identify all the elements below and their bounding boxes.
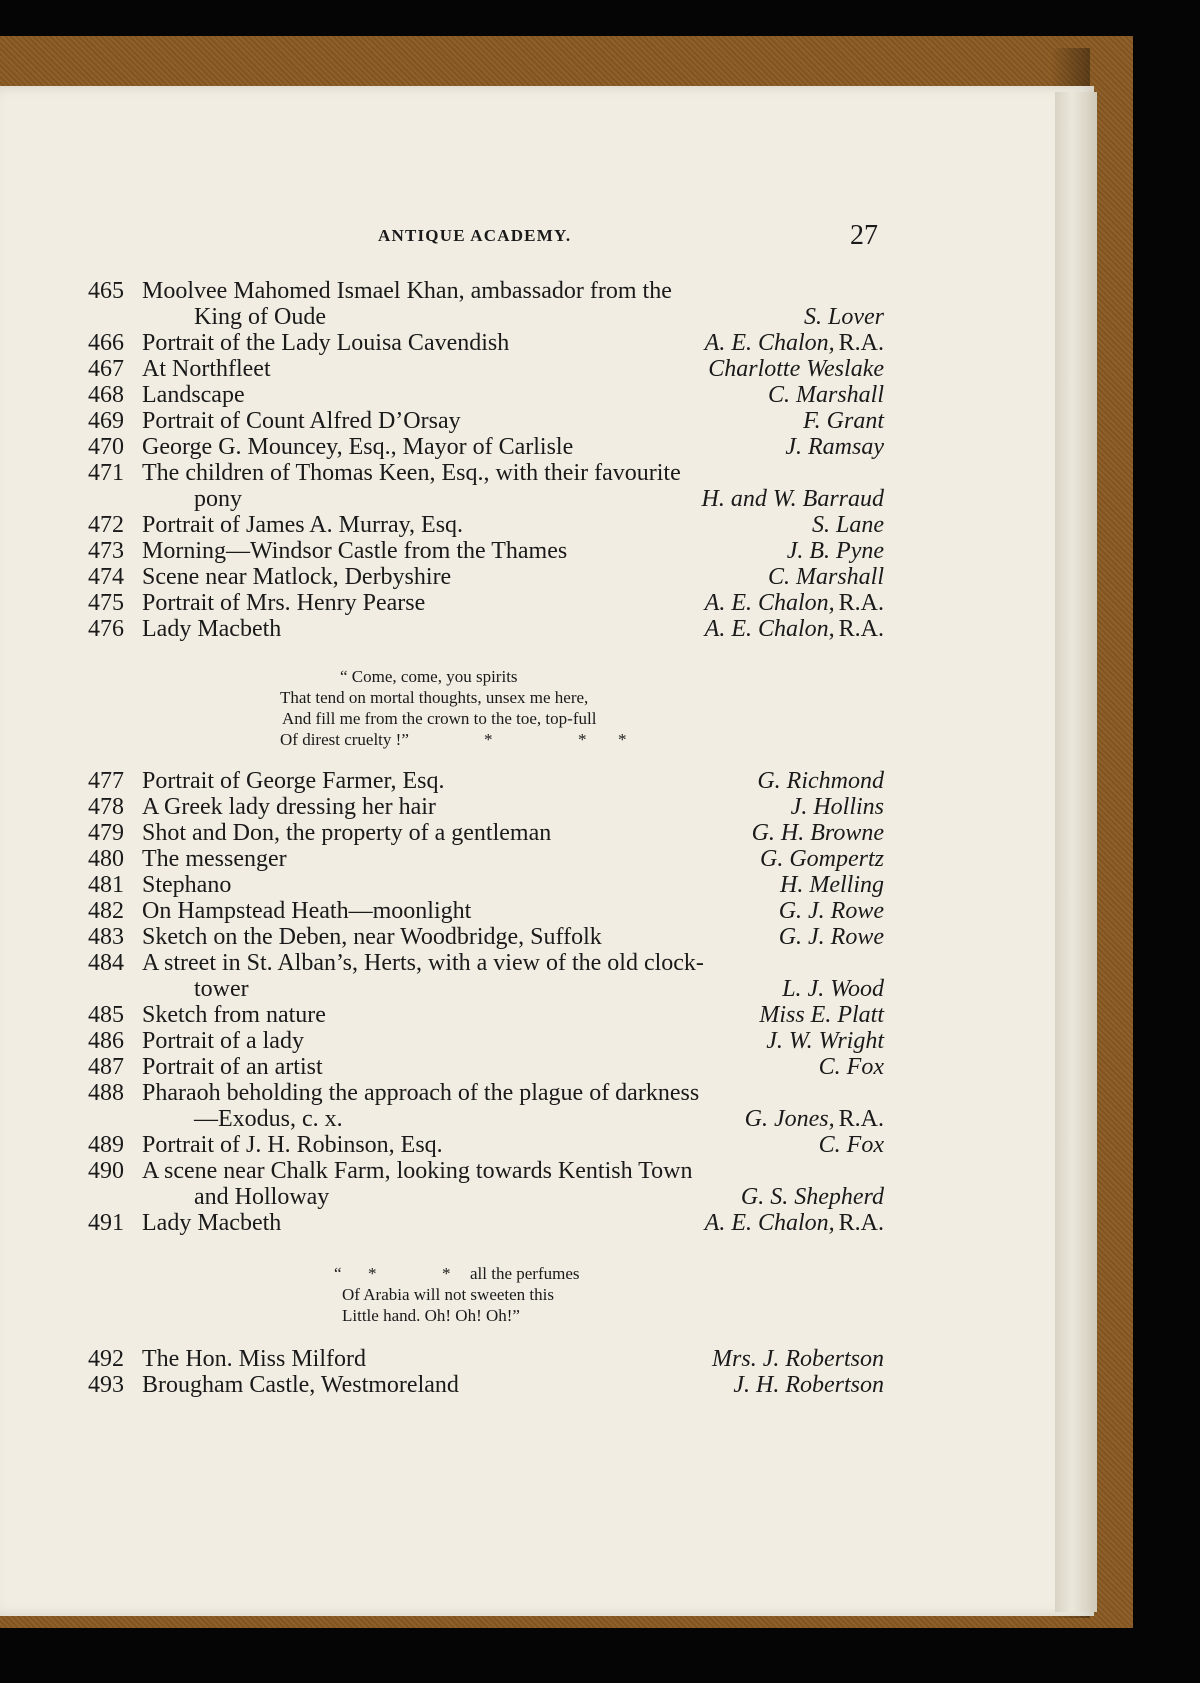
artist-name: G. Gompertz	[760, 846, 884, 872]
entry-title: Brougham Castle, Westmoreland	[142, 1372, 459, 1398]
catalogue-entry	[88, 512, 884, 538]
entry-artist	[780, 872, 884, 898]
catalogue-entry	[88, 356, 884, 382]
entry-title: The children of Thomas Keen, Esq., with their favourite	[142, 460, 681, 486]
catalogue-entry	[88, 460, 884, 486]
catalogue-entry	[88, 924, 884, 950]
entry-title: A scene near Chalk Farm, looking towards Kentish Town	[142, 1158, 693, 1184]
artist-name: G. H. Browne	[751, 820, 884, 846]
artist-suffix: R.A.	[838, 1106, 884, 1132]
page-number: 27	[850, 220, 878, 251]
entry-title: At Northfleet	[142, 356, 271, 382]
entry-title: Lady Macbeth	[142, 1210, 282, 1236]
catalogue-entry	[88, 408, 884, 434]
entry-title: On Hampstead Heath—moonlight	[142, 898, 472, 924]
entry-artist	[768, 382, 884, 408]
entry-title: Moolvee Mahomed Ismael Khan, ambassador from the	[142, 278, 672, 304]
artist-name: C. Marshall	[767, 564, 884, 590]
entry-number: 491	[88, 1210, 124, 1236]
artist-name: L. J. Wood	[782, 976, 884, 1002]
artist-name: A. E. Chalon,	[704, 590, 835, 616]
entry-artist	[702, 486, 884, 512]
artist-name: J. Ramsay	[785, 434, 884, 460]
entry-number: 489	[88, 1132, 124, 1158]
entry-title: The messenger	[142, 846, 287, 872]
entry-artist	[708, 356, 884, 382]
artist-name: F. Grant	[803, 408, 884, 434]
entry-number: 492	[88, 1346, 124, 1372]
entry-title: Pharaoh beholding the approach of the plague of darkness	[142, 1080, 700, 1106]
entry-number: 470	[88, 434, 124, 460]
catalogue-entry	[88, 564, 884, 590]
asterisk: *	[442, 1264, 451, 1283]
entry-artist	[752, 820, 884, 846]
entry-artist	[819, 1132, 884, 1158]
entry-title: Lady Macbeth	[142, 616, 282, 642]
entry-artist	[768, 564, 884, 590]
entry-number: 474	[88, 564, 124, 590]
entry-number: 468	[88, 382, 124, 408]
entry-title: tower	[194, 976, 249, 1002]
entry-number: 478	[88, 794, 124, 820]
entry-number: 467	[88, 356, 124, 382]
entry-number: 483	[88, 924, 124, 950]
catalogue-entry	[88, 794, 884, 820]
entry-number: 485	[88, 1002, 124, 1028]
quote-line: And fill me from the crown to the toe, top-full	[282, 709, 597, 728]
entry-number: 484	[88, 950, 124, 976]
entry-title: Shot and Don, the property of a gentleman	[142, 820, 552, 846]
entry-title: A street in St. Alban’s, Herts, with a view of the old clock-	[142, 950, 704, 976]
entry-title: Portrait of George Farmer, Esq.	[142, 768, 445, 794]
artist-name: A. E. Chalon,	[704, 616, 835, 642]
entry-number: 476	[88, 616, 124, 642]
entry-number: 481	[88, 872, 124, 898]
catalogue-entry	[88, 382, 884, 408]
artist-name: Charlotte Weslake	[708, 356, 884, 382]
artist-name: C. Fox	[818, 1132, 884, 1158]
artist-name: A. E. Chalon,	[704, 1210, 835, 1236]
entry-number: 480	[88, 846, 124, 872]
artist-suffix: R.A.	[838, 330, 884, 356]
catalogue-entry	[88, 1106, 884, 1132]
entry-title: George G. Mouncey, Esq., Mayor of Carlisle	[142, 434, 574, 460]
catalogue-entry	[88, 1158, 884, 1184]
entry-title: Landscape	[142, 382, 245, 408]
entry-artist	[804, 304, 884, 330]
artist-name: J. W. Wright	[766, 1028, 884, 1054]
artist-name: J. Hollins	[790, 794, 884, 820]
entry-number: 482	[88, 898, 124, 924]
entry-artist	[766, 1028, 884, 1054]
artist-name: S. Lover	[804, 304, 884, 330]
entry-artist	[782, 976, 884, 1002]
artist-name: G. J. Rowe	[778, 924, 884, 950]
catalogue-entry	[88, 486, 884, 512]
entry-title: pony	[194, 486, 242, 512]
catalogue-entry	[88, 1372, 884, 1398]
catalogue-entry	[88, 872, 884, 898]
catalogue-entry	[88, 538, 884, 564]
catalogue-entry	[88, 898, 884, 924]
entry-number: 469	[88, 408, 124, 434]
quote-line: Of Arabia will not sweeten this	[342, 1285, 554, 1304]
catalogue-entry	[88, 590, 884, 616]
entry-artist	[745, 1106, 884, 1132]
entry-artist	[760, 846, 884, 872]
entry-artist	[779, 898, 884, 924]
entry-artist	[757, 768, 884, 794]
entry-number: 472	[88, 512, 124, 538]
entry-number: 475	[88, 590, 124, 616]
entry-number: 488	[88, 1080, 124, 1106]
entry-title: Portrait of the Lady Louisa Cavendish	[142, 330, 510, 356]
artist-name: J. H. Robertson	[733, 1372, 884, 1398]
artist-name: A. E. Chalon,	[704, 330, 835, 356]
entry-artist	[712, 1346, 884, 1372]
quote-line: That tend on mortal thoughts, unsex me here,	[280, 688, 589, 707]
catalogue-entry	[88, 846, 884, 872]
catalogue-entry	[88, 768, 884, 794]
catalogue-entry	[88, 820, 884, 846]
artist-suffix: R.A.	[838, 1210, 884, 1236]
artist-suffix: R.A.	[838, 590, 884, 616]
entry-title: —Exodus, c. x.	[194, 1106, 343, 1132]
entry-title: Portrait of Count Alfred D’Orsay	[142, 408, 461, 434]
entry-artist	[741, 1184, 884, 1210]
entry-number: 477	[88, 768, 124, 794]
artist-suffix: R.A.	[838, 616, 884, 642]
entry-artist	[705, 1210, 884, 1236]
entry-artist	[803, 408, 884, 434]
artist-name: G. Jones,	[744, 1106, 835, 1132]
catalogue-entry	[88, 1346, 884, 1372]
entry-artist	[779, 924, 884, 950]
entry-title: The Hon. Miss Milford	[142, 1346, 366, 1372]
catalogue-entry	[88, 434, 884, 460]
quote-line: Little hand. Oh! Oh! Oh!”	[342, 1306, 520, 1325]
catalogue-entry	[88, 278, 884, 304]
entry-number: 466	[88, 330, 124, 356]
entry-number: 490	[88, 1158, 124, 1184]
entry-number: 493	[88, 1372, 124, 1398]
entry-title: Portrait of a lady	[142, 1028, 304, 1054]
entry-artist	[705, 590, 884, 616]
entry-title: A Greek lady dressing her hair	[142, 794, 436, 820]
catalogue-entry	[88, 1184, 884, 1210]
entry-number: 487	[88, 1054, 124, 1080]
artist-name: G. J. Rowe	[778, 898, 884, 924]
quote-line: “ Come, come, you spirits	[340, 667, 518, 686]
artist-name: Mrs. J. Robertson	[712, 1346, 884, 1372]
catalogue-entry	[88, 304, 884, 330]
entry-title: Portrait of J. H. Robinson, Esq.	[142, 1132, 443, 1158]
entry-artist	[787, 538, 884, 564]
entry-title: Portrait of an artist	[142, 1054, 323, 1080]
entry-artist	[785, 434, 884, 460]
catalogue-entry	[88, 976, 884, 1002]
entry-artist	[791, 794, 884, 820]
catalogue-entry	[88, 1054, 884, 1080]
entry-title: Morning—Windsor Castle from the Thames	[142, 538, 568, 564]
catalogue-entry	[88, 950, 884, 976]
entry-title: Stephano	[142, 872, 232, 898]
entry-artist	[812, 512, 884, 538]
artist-name: C. Marshall	[767, 382, 884, 408]
asterisk: *	[618, 730, 627, 749]
entry-title: and Holloway	[194, 1184, 330, 1210]
artist-name: J. B. Pyne	[786, 538, 884, 564]
entry-artist	[819, 1054, 884, 1080]
asterisk: *	[484, 730, 493, 749]
catalogue-entry	[88, 1080, 884, 1106]
entry-title: Sketch on the Deben, near Woodbridge, Suffolk	[142, 924, 602, 950]
entry-title: King of Oude	[194, 304, 326, 330]
entry-title: Sketch from nature	[142, 1002, 326, 1028]
artist-name: H. and W. Barraud	[701, 486, 884, 512]
artist-name: S. Lane	[812, 512, 884, 538]
entry-title: Portrait of Mrs. Henry Pearse	[142, 590, 426, 616]
entry-number: 465	[88, 278, 124, 304]
page-edge	[1055, 92, 1097, 1612]
artist-name: Miss E. Platt	[759, 1002, 884, 1028]
artist-name: G. Richmond	[757, 768, 884, 794]
open-quote-mark: “	[334, 1264, 342, 1283]
artist-name: H. Melling	[780, 872, 884, 898]
entry-number: 486	[88, 1028, 124, 1054]
catalogue-entry	[88, 1132, 884, 1158]
catalogue-entry	[88, 1002, 884, 1028]
entry-artist	[759, 1002, 884, 1028]
entry-number: 471	[88, 460, 124, 486]
asterisk: *	[578, 730, 587, 749]
entry-artist	[705, 616, 884, 642]
entry-artist	[733, 1372, 884, 1398]
catalogue-entry	[88, 1028, 884, 1054]
entry-number: 473	[88, 538, 124, 564]
artist-name: C. Fox	[818, 1054, 884, 1080]
quote-line: Of direst cruelty !”	[280, 730, 409, 749]
asterisk: *	[368, 1264, 377, 1283]
running-head: ANTIQUE ACADEMY.	[378, 226, 572, 245]
artist-name: G. S. Shepherd	[740, 1184, 884, 1210]
entry-title: Scene near Matlock, Derbyshire	[142, 564, 452, 590]
catalogue-entry	[88, 1210, 884, 1236]
quote-line: all the perfumes	[470, 1264, 580, 1283]
catalogue-entry	[88, 616, 884, 642]
catalogue-entry	[88, 330, 884, 356]
entry-title: Portrait of James A. Murray, Esq.	[142, 512, 464, 538]
entry-artist	[705, 330, 884, 356]
entry-number: 479	[88, 820, 124, 846]
